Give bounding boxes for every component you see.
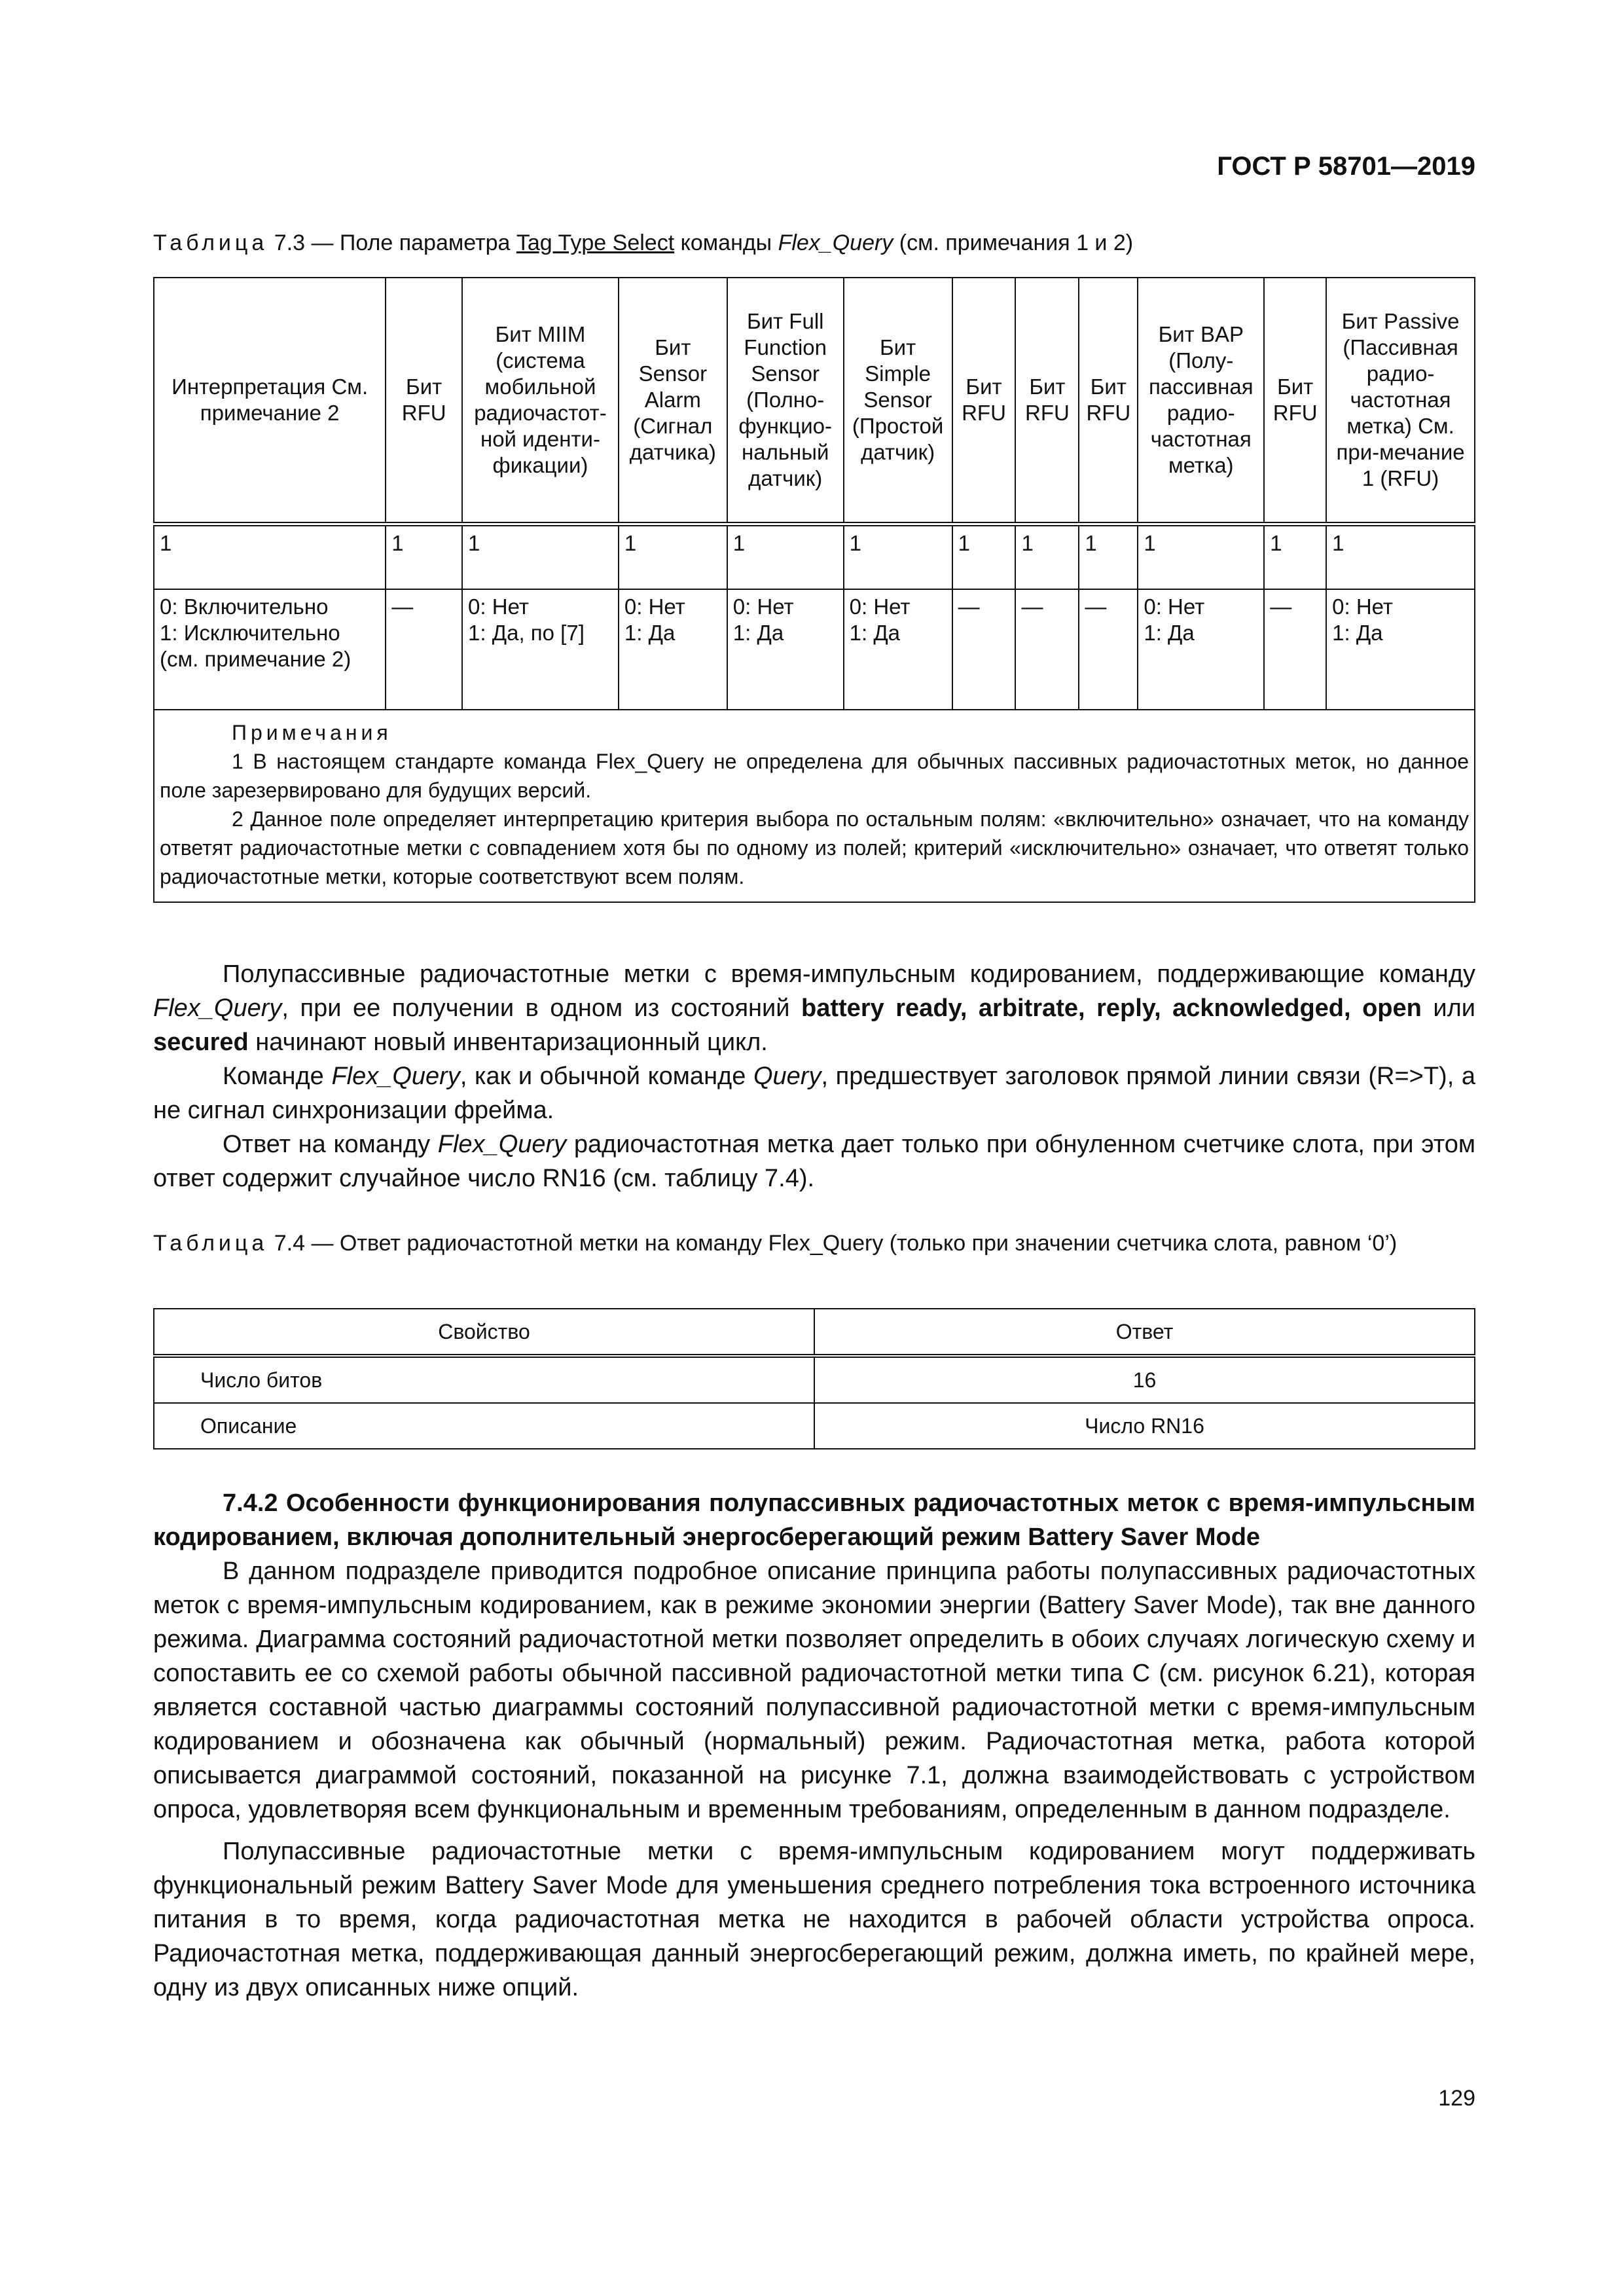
cell: Описание [154, 1403, 814, 1449]
cell: 0: Нет 1: Да [1326, 589, 1475, 710]
paragraph: Полупассивные радиочастотные метки с время-импульсным кодированием, поддерживающие команду Flex_Query, при ее получении в одном из состояний battery ready, arbitrate, reply, acknowledged, open или secured начинают новый инвентаризационный цикл. [153, 960, 1476, 1056]
paragraph: Команде Flex_Query, как и обычной команде Query, предшествует заголовок прямой линии связи (R=>T), а не сигнал синхронизации фрейма. [153, 1063, 1475, 1124]
cell: 1 [619, 524, 727, 589]
notes-title: Примечания [232, 721, 392, 744]
table-7-3-caption [153, 228, 1475, 258]
cell: 0: Нет 1: Да, по [7] [462, 589, 619, 710]
table-row [154, 1356, 1475, 1403]
cell: 1 [727, 524, 844, 589]
section-title: 7.4.2 Особенности функционирования полупассивных радиочастотных меток с время-импульсным кодированием, включая дополнительный энергосберегающий режим Battery Saver Mode [153, 1489, 1475, 1551]
header-cell: Бит Simple Sensor (Простой датчик) [844, 278, 952, 524]
cell: 1 [1326, 524, 1475, 589]
cell: — [952, 589, 1016, 710]
caption-end: (см. примечания 1 и 2) [893, 230, 1134, 255]
cell: — [1264, 589, 1326, 710]
header-cell: Бит RFU [1079, 278, 1138, 524]
page-number: 129 [1438, 2086, 1475, 2111]
note-2: 2 Данное поле определяет интерпретацию критерия выбора по остальным полям: «включительно» означает, что на команду ответят радиочастотные метки с совпадением хотя бы по одному из полей; критерий «исключительно» означает, что ответят только радиочастотные метки, которые соответствуют всем полям. [160, 807, 1469, 888]
caption-prefix: Таблица [153, 230, 268, 255]
header-property: Свойство [154, 1309, 814, 1356]
header-cell: Бит Sensor Alarm (Сигнал датчика) [619, 278, 727, 524]
header-row [154, 278, 1475, 524]
cell: 1 [386, 524, 462, 589]
table-7-4-caption [153, 1228, 1475, 1258]
cell: 0: Нет 1: Да [619, 589, 727, 710]
cell: — [386, 589, 462, 710]
table-7-3 [153, 277, 1475, 903]
body-paragraphs-1 [153, 957, 1475, 1195]
table-row [154, 1403, 1475, 1449]
cell: 1 [1138, 524, 1264, 589]
paragraph: Ответ на команду Flex_Query радиочастотная метка дает только при обнуленном счетчике слота, при этом ответ содержит случайное число RN16 (см. таблицу 7.4). [153, 1131, 1475, 1192]
cell: 0: Нет 1: Да [1138, 589, 1264, 710]
table-7-4 [153, 1308, 1475, 1449]
header-cell: Бит Passive (Пассивная радио-частотная метка) См. при-мечание 1 (RFU) [1326, 278, 1475, 524]
header-cell: Бит RFU [1264, 278, 1326, 524]
table-notes [154, 710, 1475, 902]
section-7-4-2 [153, 1486, 1475, 2005]
note-1: 1 В настоящем стандарте команда Flex_Query не определена для обычных пассивных радиочастотных меток, но данное поле зарезервировано для будущих версий. [160, 750, 1470, 802]
header-cell: Бит MIIM (система мобильной радиочастот-ной иденти-фикации) [462, 278, 619, 524]
cell: 1 [154, 524, 386, 589]
header-cell: Интерпретация См. примечание 2 [154, 278, 386, 524]
cell: 1 [462, 524, 619, 589]
cell: 1 [1264, 524, 1326, 589]
caption-cmd: Flex_Query [778, 230, 893, 255]
header-cell: Бит RFU [1015, 278, 1079, 524]
caption-link: Tag Type Select [516, 230, 675, 255]
caption-prefix: Таблица [153, 1231, 268, 1256]
table-row [154, 589, 1475, 710]
cell: 16 [814, 1356, 1475, 1403]
paragraph: В данном подразделе приводится подробное описание принципа работы полупассивных радиочастотных меток с время-импульсным кодированием, как в режиме экономии энергии (Battery Saver Mode), так вне данного режима. Диаграмма состояний радиочастотной метки позволяет определить в обоих случаях логическую схему и сопоставить ее со схемой работы обычной пассивной радиочастотной метки типа С (см. рисунок 6.21), которая является составной частью диаграммы состояний полупассивной радиочастотной метки с время-импульсным кодированием и обозначена как обычный (нормальный) режим. Радиочастотная метка, работа которой описывается диаграммой состояний, показанной на рисунке 7.1, должна взаимодействовать с устройством опроса, удовлетворяя всем функциональным и временным требованиям, определенным в данном подразделе. [153, 1558, 1475, 1823]
cell: 0: Нет 1: Да [844, 589, 952, 710]
cell: — [1015, 589, 1079, 710]
header-cell: Бит BAP (Полу-пассивная радио-частотная метка) [1138, 278, 1264, 524]
header-cell: Бит RFU [952, 278, 1016, 524]
document-id: ГОСТ Р 58701—2019 [1217, 152, 1475, 181]
cell: 1 [1079, 524, 1138, 589]
caption-num: 7.3 — Поле параметра [274, 230, 516, 255]
cell: 1 [952, 524, 1016, 589]
cell: 1 [844, 524, 952, 589]
caption-mid: команды [674, 230, 778, 255]
header-cell: Бит RFU [386, 278, 462, 524]
cell: Число битов [154, 1356, 814, 1403]
header-cell: Бит Full Function Sensor (Полно-функцио-нальный датчик) [727, 278, 844, 524]
cell: 1 [1015, 524, 1079, 589]
paragraph: Полупассивные радиочастотные метки с время-импульсным кодированием могут поддерживать функциональный режим Battery Saver Mode для уменьшения среднего потребления тока встроенного источника питания в то время, когда радиочастотная метка не находится в рабочей области устройства опроса. Радиочастотная метка, поддерживающая данный энергосберегающий режим, должна иметь, по крайней мере, одну из двух описанных ниже опций. [153, 1838, 1475, 2001]
table-row [154, 524, 1475, 589]
cell: 0: Включительно 1: Исключительно (см. примечание 2) [154, 589, 386, 710]
cell: Число RN16 [814, 1403, 1475, 1449]
caption-rest: 7.4 — Ответ радиочастотной метки на команду Flex_Query (только при значении счетчика слота, равном ‘0’) [274, 1231, 1398, 1256]
cell: — [1079, 589, 1138, 710]
cell: 0: Нет 1: Да [727, 589, 844, 710]
header-answer: Ответ [814, 1309, 1475, 1356]
